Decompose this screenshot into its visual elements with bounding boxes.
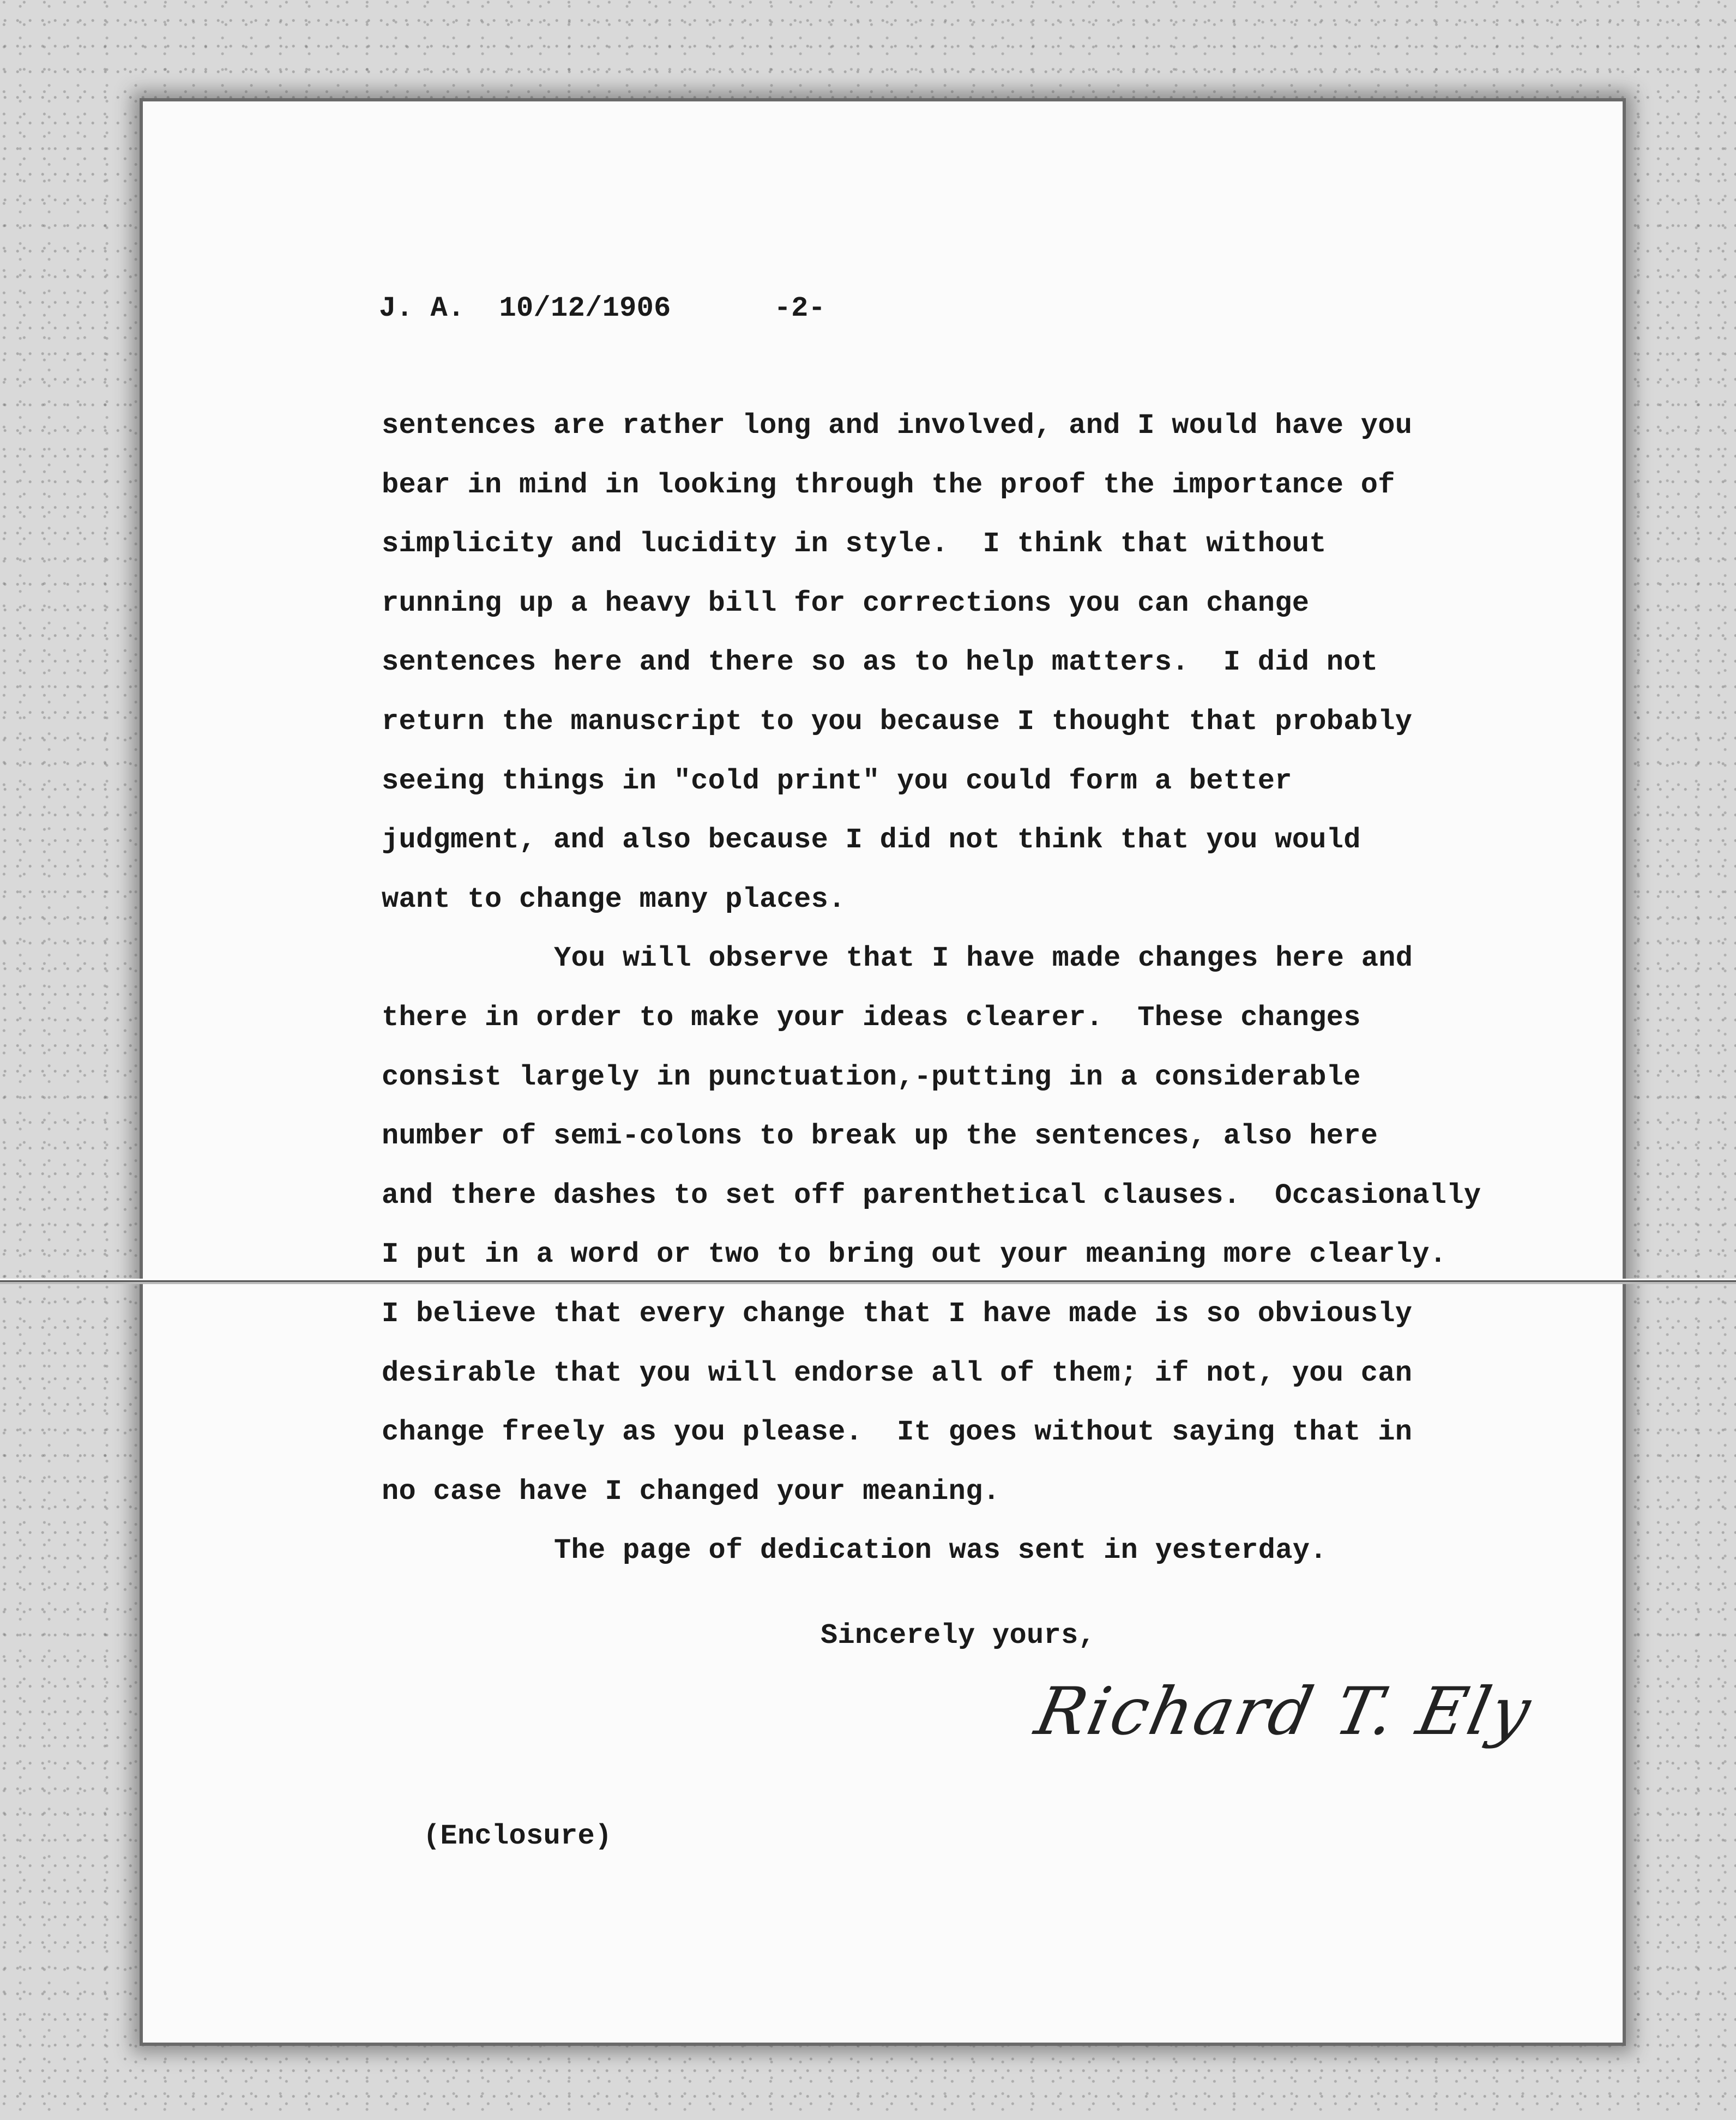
body-line: simplicity and lucidity in style. I think that without	[382, 528, 1327, 561]
body-line: The page of dedication was sent in yesterday.	[554, 1534, 1327, 1567]
letter-header	[379, 279, 825, 338]
body-line: change freely as you please. It goes without saying that in	[382, 1416, 1413, 1449]
header-page-number: -2-	[774, 292, 826, 324]
signature: Richard T. Ely	[1029, 1674, 1539, 1750]
enclosure-note: (Enclosure)	[423, 1820, 612, 1852]
body-line: and there dashes to set off parenthetical clauses. Occasionally	[382, 1179, 1481, 1212]
body-line: sentences here and there so as to help matters. I did not	[382, 646, 1378, 679]
body-line: no case have I changed your meaning.	[382, 1475, 1000, 1508]
header-initials: J. A.	[379, 292, 465, 324]
header-date: 10/12/1906	[499, 292, 671, 324]
body-line: number of semi-colons to break up the sentences, also here	[382, 1120, 1378, 1153]
body-line: You will observe that I have made changes here and	[554, 942, 1413, 975]
body-line: there in order to make your ideas clearer. These changes	[382, 1001, 1361, 1034]
letter-body	[382, 396, 1481, 1581]
body-line: I believe that every change that I have made is so obviously	[382, 1297, 1413, 1330]
body-line: consist largely in punctuation,-putting in a considerable	[382, 1061, 1361, 1093]
body-line: bear in mind in looking through the proof the importance of	[382, 468, 1395, 501]
body-line: running up a heavy bill for corrections you can change	[382, 587, 1310, 619]
body-line: sentences are rather long and involved, and I would have you	[382, 409, 1413, 442]
body-line: I put in a word or two to bring out your meaning more clearly.	[382, 1238, 1447, 1271]
closing: Sincerely yours,	[821, 1619, 1096, 1652]
body-line: judgment, and also because I did not think that you would	[382, 824, 1361, 857]
body-line: want to change many places.	[382, 883, 846, 916]
body-line: desirable that you will endorse all of them; if not, you can	[382, 1357, 1413, 1389]
body-line: return the manuscript to you because I thought that probably	[382, 705, 1413, 738]
body-line: seeing things in "cold print" you could form a better	[382, 764, 1292, 797]
